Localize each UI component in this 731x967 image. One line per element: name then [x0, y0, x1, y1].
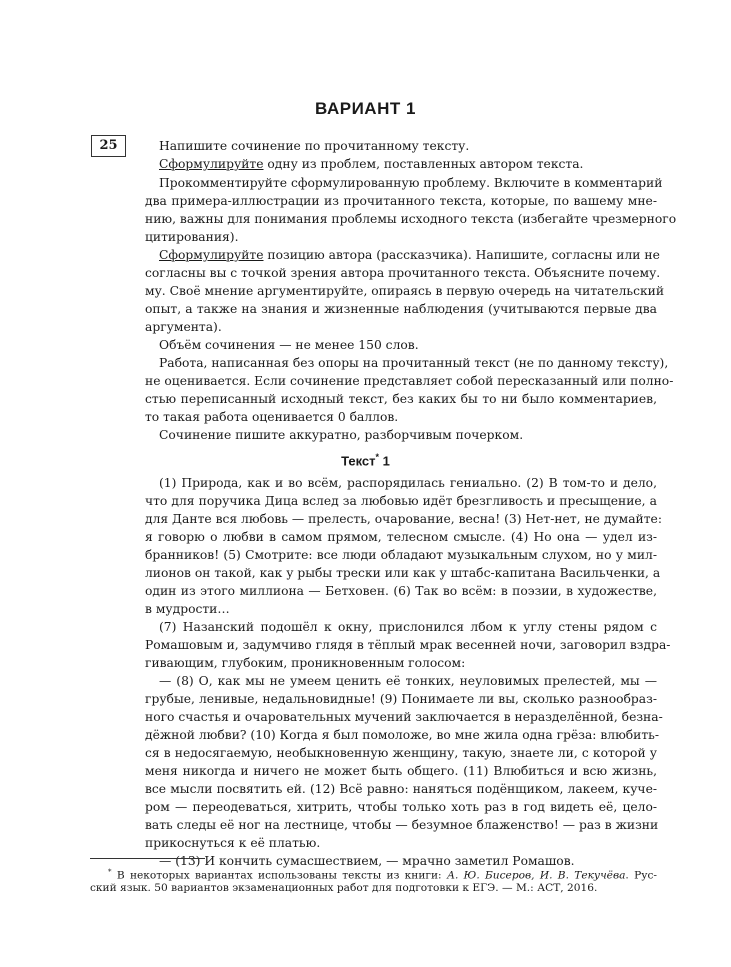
- text-heading: [0, 452, 731, 468]
- underlined-verb: Сформулируйте: [159, 157, 264, 171]
- task-number-box: 25: [91, 135, 126, 157]
- text-line: — (8) О, как мы не умеем ценить её тонких, неуловимых прелестей, мы —: [159, 674, 657, 688]
- task-line: нию, важны для понимания проблемы исходного текста (избегайте чрезмерного: [145, 212, 677, 226]
- task-line-rest: одну из проблем, поставленных автором текста.: [263, 157, 584, 171]
- text-line: ного счастья и очаровательных мучений заключается в неразделённой, безна-: [145, 710, 663, 724]
- footnote-divider: [90, 858, 205, 859]
- underlined-verb: Сформулируйте: [159, 248, 264, 262]
- task-line: опыт, а также на знания и жизненные наблюдения (учитываются первые два: [145, 302, 657, 316]
- task-line: Прокомментируйте сформулированную проблему. Включите в комментарий: [159, 176, 663, 190]
- task-line: стью переписанный исходный текст, без каких бы то ни было комментариев,: [145, 392, 657, 406]
- footnote-text: . Рус-: [625, 869, 657, 882]
- text-line: что для поручика Дица вслед за любовью идёт брезгливость и пресыщение, а: [145, 494, 657, 508]
- text-line: один из этого миллиона — Бетховен. (6) Так во всём: в поэзии, в художестве,: [145, 584, 657, 598]
- task-line-rest: позицию автора (рассказчика). Напишите, согласны или не: [263, 248, 660, 262]
- text-line: бранников! (5) Смотрите: все люди обладают музыкальным слухом, но у мил-: [145, 548, 657, 562]
- task-line: цитирования).: [145, 230, 239, 244]
- task-line: [145, 246, 660, 264]
- text-line: я говорю о любви в самом прямом, телесном смысле. (4) Но она — удел из-: [145, 530, 657, 544]
- variant-title: ВАРИАНТ 1: [315, 99, 416, 118]
- text-line: — (13) И кончить сумасшествием, — мрачно заметил Ромашов.: [159, 854, 575, 868]
- text-line: гивающим, глубоким, проникновенным голосом:: [145, 656, 466, 670]
- text-line: все мысли посвятить ей. (12) Всё равно: наняться подёнщиком, лакеем, куче-: [145, 782, 657, 796]
- task-line: аргумента).: [145, 320, 222, 334]
- text-line: грубые, ленивые, недальновидные! (9) Понимаете ли вы, сколько разнообраз-: [145, 692, 657, 706]
- text-line: вать следы её ног на лестнице, чтобы — безумное блаженство! — раз в жизни: [145, 818, 659, 832]
- text-heading-label: Текст: [341, 453, 376, 469]
- text-line: для Данте вся любовь — прелесть, очарование, весна! (3) Нет-нет, не думайте:: [145, 512, 662, 526]
- footnote-mark: *: [108, 868, 112, 876]
- task-line: то такая работа оценивается 0 баллов.: [145, 410, 399, 424]
- task-line: [145, 155, 657, 173]
- text-line: меня никогда и ничего не может быть общего. (11) Влюбиться и всю жизнь,: [145, 764, 657, 778]
- text-line: лионов он такой, как у рыбы трески или как у штабс-капитана Васильченки, а: [145, 566, 661, 580]
- text-line: (7) Назанский подошёл к окну, прислонился лбом к углу стены рядом с: [159, 620, 657, 634]
- text-line: прикоснуться к её платью.: [145, 836, 321, 850]
- text-line: ром — переодеваться, хитрить, чтобы только хоть раз в год видеть её, цело-: [145, 800, 657, 814]
- task-line: Объём сочинения — не менее 150 слов.: [159, 338, 419, 352]
- text-line: в мудрости…: [145, 602, 230, 616]
- task-line: не оценивается. Если сочинение представляет собой пересказанный или полно-: [145, 374, 674, 388]
- footnote-authors: А. Ю. Бисеров, И. В. Текучёва: [446, 869, 626, 882]
- task-line: му. Своё мнение аргументируйте, опираясь в первую очередь на читательский: [145, 284, 665, 298]
- text-heading-number: 1: [379, 453, 390, 469]
- text-line: Ромашовым и, задумчиво глядя в тёплый мрак весенней ночи, заговорил вздра-: [145, 638, 671, 652]
- task-line: Напишите сочинение по прочитанному тексту.: [159, 139, 470, 153]
- task-line: Сочинение пишите аккуратно, разборчивым почерком.: [159, 428, 524, 442]
- task-line: согласны вы с точкой зрения автора прочитанного текста. Объясните почему.: [145, 266, 661, 280]
- footnote-line: ский язык. 50 вариантов экзаменационных работ для подготовки к ЕГЭ. — М.: АСТ, 2016.: [90, 882, 598, 894]
- task-line: два примера-иллюстрации из прочитанного текста, которые, по вашему мне-: [145, 194, 657, 208]
- footnote-text: В некоторых вариантах использованы тексты из книги:: [111, 869, 447, 882]
- text-line: дёжной любви? (10) Когда я был помоложе, во мне жила одна грёза: влюбить-: [145, 728, 660, 742]
- text-line: ся в недосягаемую, необыкновенную женщину, такую, знаете ли, с которой у: [145, 746, 657, 760]
- text-line: (1) Природа, как и во всём, распорядилась гениально. (2) В том-то и дело,: [159, 476, 657, 490]
- task-line: Работа, написанная без опоры на прочитанный текст (не по данному тексту),: [159, 356, 669, 370]
- footnote-mark: *: [375, 452, 380, 462]
